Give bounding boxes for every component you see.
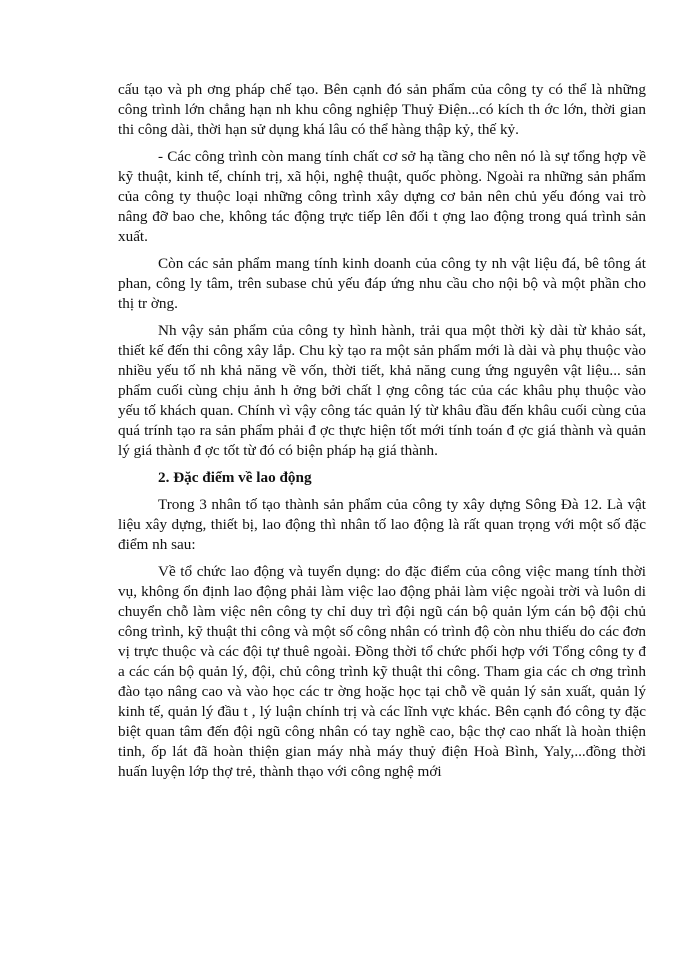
paragraph-production-method: cấu tạo và ph ơng pháp chế tạo. Bên cạnh đó sản phẩm của công ty có thể là những công trình lớn chẳng hạn nh khu công nghiệp Thuỷ Điện...có kích th ớc lớn, thời gian thi công dài, thời hạn sử dụng khá lâu có thể hàng thập kỷ, thế kỷ. [118,81,646,138]
section-heading-labor: 2. Đặc điểm về lao động [158,469,312,486]
paragraph-labor-factors: Trong 3 nhân tố tạo thành sản phẩm của công ty xây dựng Sông Đà 12. Là vật liệu xây dựng, thiết bị, lao động thì nhân tố lao động là rất quan trọng với một số đặc điểm nh sau: [118,496,646,553]
paragraph-infrastructure: - Các công trình còn mang tính chất cơ sở hạ tầng cho nên nó là sự tổng hợp về kỹ thuật, kinh tế, chính trị, xã hội, nghệ thuật, quốc phòng. Ngoài ra những sản phẩm của công ty thuộc loại những công trình xây dựng cơ bản nên chủ yếu đóng vai trò nâng đỡ bao che, không tác động trực tiếp lên đối t ợng lao động trong quá trình sản xuất. [118,148,646,245]
paragraph-business-products: Còn các sản phẩm mang tính kinh doanh của công ty nh vật liệu đá, bê tông át phan, công ly tâm, trên subase chủ yếu đáp ứng nhu cầu cho nội bộ và một phần cho thị tr ờng. [118,255,646,312]
paragraph-product-cycle: Nh vậy sản phẩm của công ty hình hành, trải qua một thời kỳ dài từ khảo sát, thiết kế đến thi công xây lắp. Chu kỳ tạo ra một sản phẩm mới là dài và phụ thuộc vào nhiều yếu tố nh khả năng về vốn, thời tiết, khả năng cung ứng nguyên vật liệu... sản phẩm cuối cùng chịu ảnh h ởng bởi chất l ợng công tác của các khâu phụ thuộc vào yếu tố khách quan. Chính vì vậy công tác quản lý từ khâu đầu đến khâu cuối cùng của quá trính tạo ra sản phẩm phải đ ợc thực hiện tốt mới tính toán đ ợc giá thành và quản lý giá thành đ ợc tốt từ đó có biện pháp hạ giá thành. [118,322,646,459]
document-page [118,80,646,789]
paragraph-labor-organization: Về tổ chức lao động và tuyển dụng: do đặc điểm của công việc mang tính thời vụ, không ổn định lao động phải làm việc lao động phải làm việc ngoài trời và luôn di chuyển chỗ làm việc nên công ty chỉ duy trì đội ngũ cán bộ quản lým cán bộ đội chủ công trình, kỹ thuật thi công và một số công nhân có trình độ còn nhu thiếu do các đơn vị trực thuộc và các đội tự thuê ngoài. Đồng thời tổ chức phối hợp với Tổng công ty đ a các cán bộ quản lý, đội, chủ công trình kỹ thuật thi công. Tham gia các ch ơng trình đào tạo nâng cao và vào học các tr ờng hoặc học tại chỗ về quản lý sản xuất, quản lý kinh tế, quản lý đầu t , lý luận chính trị và các lĩnh vực khác. Bên cạnh đó công ty đặc biệt quan tâm đến đội ngũ công nhân có tay nghề cao, bậc thợ cao nhất là hoàn thiện tinh, ốp lát đã hoàn thiện gian máy nhà máy thuỷ điện Hoà Bình, Yaly,...đồng thời huấn luyện lớp thợ trẻ, thành thạo với công nghệ mới [118,563,646,780]
